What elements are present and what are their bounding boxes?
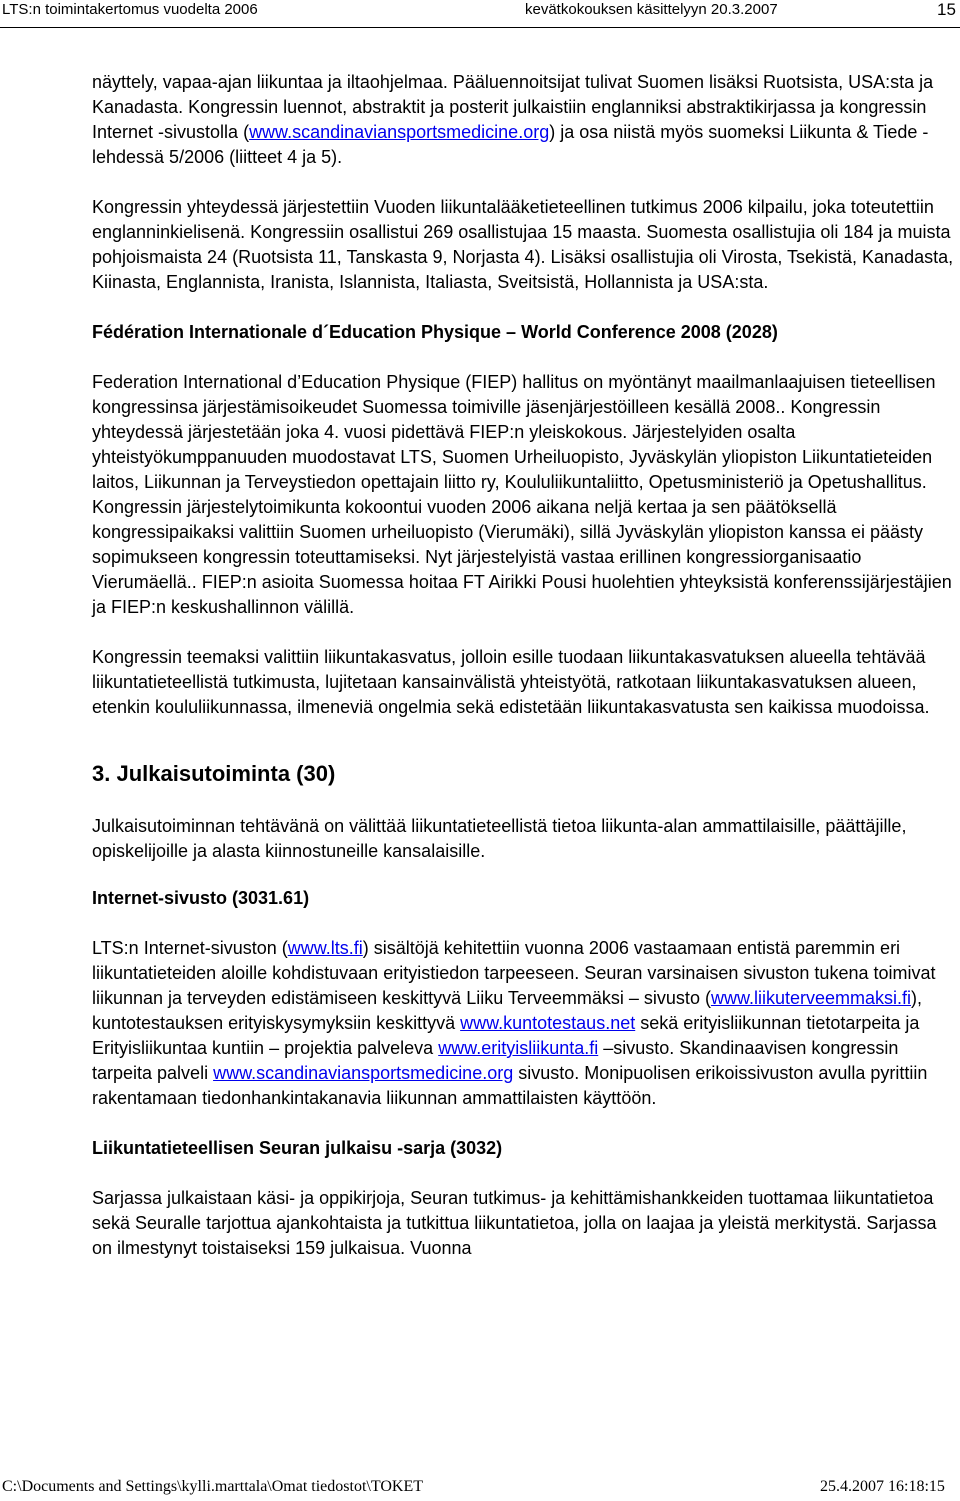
text-run: sekä erityisliikunnan tietotarpeita ja Erityisliikuntaa kuntiin – projektia palveleva [92, 1013, 920, 1058]
link-erityisliikunta[interactable]: www.erityisliikunta.fi [438, 1038, 599, 1058]
footer-file-path: C:\Documents and Settings\kylli.marttala\Omat tiedostot\TOKET [2, 1478, 423, 1495]
text-run: ) ja osa niistä myös suomeksi Liikunta & Tiede -lehdessä 5/2006 (liitteet 4 ja 5). [92, 122, 929, 167]
header-document-title: LTS:n toimintakertomus vuodelta 2006 [2, 1, 258, 18]
paragraph-internet-site [92, 936, 958, 1111]
paragraph-fiep: Federation International d’Education Physique (FIEP) hallitus on myöntänyt maailmanlaajuisen tieteellisen kongressinsa järjestämisoikeudet Suomessa toimiville jäsenjärjestöilleen kesällä 2008.. Kongressin yhteydessä järjestetään joka 4. vuosi pidettävä FIEP:n yleiskokous. Järjestelyiden osalta yhteistyökumppanuuden muodostavat LTS, Suomen Urheiluopisto, Jyväskylän yliopiston Liikuntatieteiden laitos, Liikunnan ja Terveystiedon opettajain liitto ry, Koululiikuntaliitto, Opetusministeriö ja Opetushallitus. Kongressin järjestelytoimikunta kokoontui vuoden 2006 aikana neljä kertaa ja sen päätöksellä kongressipaikaksi valittiin Suomen urheiluopisto (Vierumäki), sillä Jyväskylän yliopiston kanssa ei päästy sopimukseen kongressin toteuttamiseksi. Nyt järjestelyistä vastaa erillinen kongressiorganisaatio Vierumäellä.. FIEP:n asioita Suomessa hoitaa FT Airikki Pousi huolehtien yhteyksistä konferenssijärjestäjien ja FIEP:n keskushallinnon välillä. [92, 372, 952, 617]
footer-datetime: 25.4.2007 16:18:15 [820, 1478, 945, 1495]
paragraph-publishing: Julkaisutoiminnan tehtävänä on välittää liikuntatieteellistä tietoa liikunta-alan ammattilaisille, päättäjille, opiskelijoille ja alasta kiinnostuneille kansalaisille. [92, 816, 907, 861]
text-run: LTS:n Internet-sivuston ( [92, 938, 288, 958]
heading-publishing: 3. Julkaisutoiminta (30) [92, 761, 336, 786]
heading-publication-series: Liikuntatieteellisen Seuran julkaisu -sarja (3032) [92, 1138, 503, 1158]
link-liikuterveemmaksi[interactable]: www.liikuterveemmaksi.fi [710, 988, 911, 1008]
text-run: sivusto. Monipuolisen erikoissivuston avulla pyrittiin rakentamaan tiedonhankintakanavia liikunnan ammattilaisten käyttöön. [92, 1063, 928, 1108]
page-number: 15 [937, 0, 956, 19]
link-scandinaviansportsmedicine-2[interactable]: www.scandinaviansportsmedicine.org [213, 1063, 514, 1083]
heading-fiep: Fédération Internationale d´Education Physique – World Conference 2008 (2028) [92, 322, 778, 342]
paragraph-congress-theme: Kongressin teemaksi valittiin liikuntakasvatus, jolloin esille tuodaan liikuntakasvatuksen alueella tehtävää liikuntatieteellistä tutkimusta, lujitetaan kansainvälistä yhteistyötä, ratkotaan liikuntakasvatuksen alueen, etenkin koululiikunnassa, ilmeneviä ongelmia sekä edistetään liikuntakasvatusta sen kaikissa muodoissa. [92, 647, 930, 717]
text-run: –sivusto. Skandinaavisen kongressin tarpeita palveli [92, 1038, 899, 1083]
page-header [0, 0, 960, 30]
text-run: ) sisältöjä kehitettiin vuonna 2006 vastaamaan entistä paremmin eri liikuntatieteiden aloille kohdistuvaan erityistiedon tarpeeseen. Seuran varsinaisen sivuston tukena toimivat liikunnan ja terveyden edistämiseen keskittyvä Liiku Terveemmäksi – sivusto ( [92, 938, 936, 1008]
heading-internet-site: Internet-sivusto (3031.61) [92, 888, 310, 908]
text-run: ), kuntotestauksen erityiskysymyksiin keskittyvä [92, 988, 922, 1033]
header-rule [0, 27, 960, 28]
link-scandinaviansportsmedicine[interactable]: www.scandinaviansportsmedicine.org [249, 122, 550, 142]
link-kuntotestaus[interactable]: www.kuntotestaus.net [460, 1013, 636, 1033]
page-footer [0, 1476, 960, 1498]
header-meeting-note: kevätkokouksen käsittelyyn 20.3.2007 [525, 1, 778, 18]
paragraph-participants: Kongressin yhteydessä järjestettiin Vuoden liikuntalääketieteellinen tutkimus 2006 kilpailu, joka toteutettiin englanninkielisenä. Kongressiin osallistui 269 osallistujaa 15 maasta. Suomesta osallistujia oli 184 ja muista pohjoismaista 24 (Ruotsista 11, Tanskasta 9, Norjasta 4). Lisäksi osallistujia oli Virosta, Tsekistä, Kanadasta, Kiinasta, Englannista, Iranista, Islannista, Italiasta, Sveitsistä, Hollannista ja USA:sta. [92, 197, 954, 292]
document-body [92, 70, 958, 1261]
link-lts[interactable]: www.lts.fi [287, 938, 363, 958]
text-run: näyttely, vapaa-ajan liikuntaa ja iltaohjelmaa. Pääluennoitsijat tulivat Suomen lisäksi Ruotsista, USA:sta ja Kanadasta. Kongressin luennot, abstraktit ja posterit julkaistiin englanniksi abstraktikirjassa ja kongressin Internet -sivustolla ( [92, 72, 934, 142]
paragraph-congress-lectures [92, 70, 958, 170]
paragraph-publication-series: Sarjassa julkaistaan käsi- ja oppikirjoja, Seuran tutkimus- ja kehittämishankkeiden tuottamaa liikuntatietoa sekä Seuralle tarjottua ajankohtaista ja tutkittua liikuntatietoa, jolla on laajaa ja yleistä merkitystä. Sarjassa on ilmestynyt toistaiseksi 159 julkaisua. Vuonna [92, 1188, 937, 1258]
